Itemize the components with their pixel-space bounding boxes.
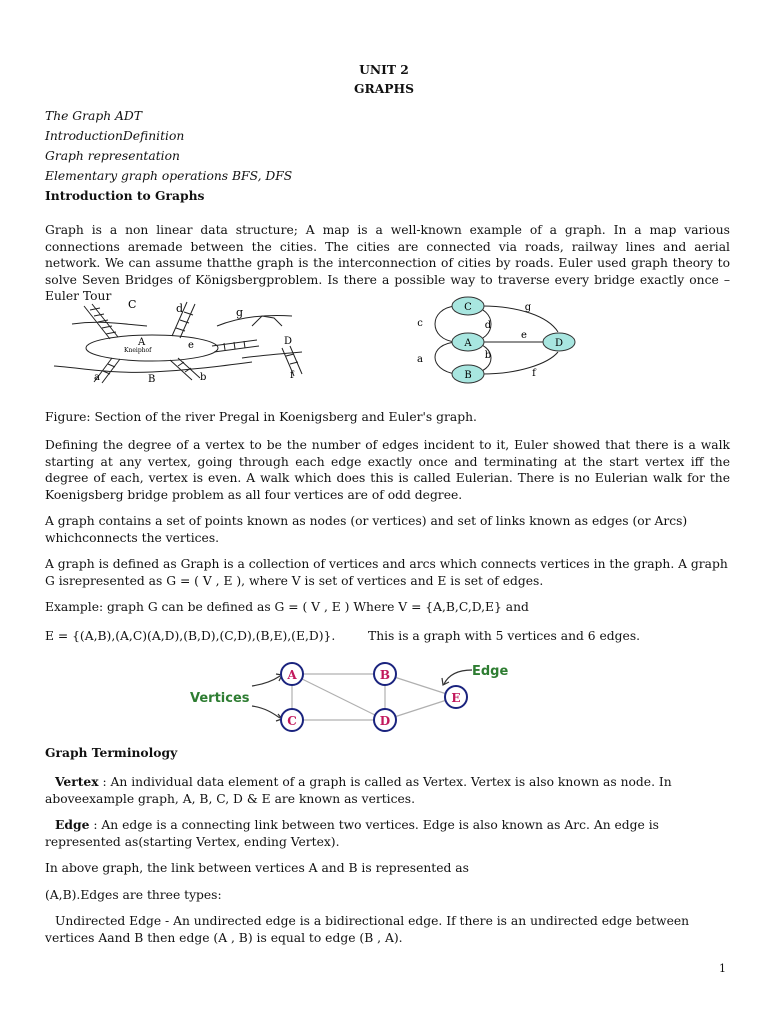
- river-label: A: [138, 337, 146, 348]
- euler-edge-label: d: [484, 320, 492, 331]
- river-label: D: [284, 336, 293, 347]
- euler-edge-label: b: [484, 350, 492, 361]
- graph-node-b: B: [379, 668, 391, 682]
- river-label: Kneiphof: [124, 347, 152, 354]
- toc-item: The Graph ADT: [45, 109, 142, 123]
- konigsberg-bridges-sketch: [52, 296, 314, 388]
- euler-node-c: C: [464, 302, 472, 313]
- toc-item: Graph representation: [45, 149, 180, 163]
- euler-node-b: B: [464, 370, 472, 381]
- toc-item: Elementary graph operations BFS, DFS: [45, 169, 293, 183]
- river-label: f: [290, 370, 294, 381]
- river-label: B: [148, 374, 156, 385]
- river-label: d: [176, 302, 184, 315]
- river-label: g: [236, 306, 244, 319]
- undirected-edge-paragraph: Undirected Edge - An undirected edge is a bidirectional edge. If there is an undirected edge between vertices Aand B then edge (A , B) is equal to edge (B , A).: [45, 914, 690, 945]
- topic-heading: GRAPHS: [353, 81, 414, 96]
- edge-term: Edge: [55, 817, 90, 832]
- river-label: e: [188, 340, 194, 351]
- unit-heading: UNIT 2: [359, 62, 409, 77]
- graph-node-a: A: [287, 668, 297, 682]
- edge-definition-text: : An edge is a connecting link between two vertices. Edge is also known as Arc. An edge is represented as(starting Vertex, ending Vertex).: [45, 818, 659, 849]
- sample-graph: [186, 656, 516, 740]
- toc-item: IntroductionDefinition: [45, 129, 185, 143]
- vertices-label: Vertices: [190, 691, 250, 706]
- page-number: 1: [719, 962, 726, 975]
- graph-node-e: E: [451, 691, 461, 705]
- euler-edge-label: c: [417, 318, 423, 329]
- figure-caption: Figure: Section of the river Pregal in Koenigsberg and Euler's graph.: [45, 410, 477, 424]
- section-heading-terminology: Graph Terminology: [45, 745, 178, 760]
- vertex-definition: [45, 774, 730, 807]
- link-paragraph: In above graph, the link between vertices A and B is represented as: [45, 861, 469, 875]
- graph-node-d: D: [379, 714, 391, 728]
- euler-graph: [408, 296, 588, 384]
- section-heading-intro: Introduction to Graphs: [45, 188, 205, 203]
- euler-edge-label: a: [417, 354, 423, 365]
- river-label: b: [200, 372, 207, 383]
- edge-count-note: This is a graph with 5 vertices and 6 edges.: [368, 629, 641, 643]
- definition-paragraph: A graph is defined as Graph is a collection of vertices and arcs which connects vertices in the graph. A graph G isrepresented as G = ( V , E ), where V is set of vertices and E is set of edges.: [45, 557, 728, 588]
- euler-edge-label: f: [532, 368, 536, 379]
- euler-node-a: A: [464, 338, 472, 349]
- euler-node-d: D: [554, 338, 564, 349]
- edge-types-paragraph: (A,B).Edges are three types:: [45, 888, 222, 902]
- intro-paragraph: Graph is a non linear data structure; A map is a well-known example of a graph. In a map various connections aremade between the cities. The cities are connected via roads, railway lines and aerial network. We can assume thatthe graph is the interconnection of cities by roads. Euler used graph theory to solve Seven Bridges of Königsbergproblem. Is there a possible way to traverse every bridge exactly once – Euler Tour: [45, 223, 730, 303]
- edge-set-line: E = {(A,B),(A,C)(A,D),(B,D),(C,D),(B,E),(E,D)}.: [45, 629, 336, 643]
- graph-node-c: C: [287, 714, 297, 728]
- edge-definition: [45, 817, 730, 850]
- euler-edge-label: e: [521, 330, 527, 341]
- river-label: C: [128, 298, 137, 311]
- edge-label: Edge: [472, 664, 509, 679]
- degree-paragraph: Defining the degree of a vertex to be the number of edges incident to it, Euler showed that there is a walk starting at any vertex, going through each edge exactly once and terminating at the start vertex iff the degree of each, vertex is even. A walk which does this is called Eulerian. There is no Eulerian walk for the Koenigsberg bridge problem as all four vertices are of odd degree.: [45, 438, 730, 502]
- river-label: a: [94, 372, 100, 383]
- example-line: Example: graph G can be defined as G = ( V , E ) Where V = {A,B,C,D,E} and: [45, 600, 529, 614]
- vertex-term: Vertex: [55, 774, 99, 789]
- euler-edge-label: g: [524, 302, 532, 313]
- contains-paragraph: A graph contains a set of points known as nodes (or vertices) and set of links known as edges (or Arcs) whichconnects the vertices.: [45, 514, 688, 545]
- vertex-definition-text: : An individual data element of a graph is called as Vertex. Vertex is also known as node. In aboveexample graph, A, B, C, D & E are known as vertices.: [45, 775, 672, 806]
